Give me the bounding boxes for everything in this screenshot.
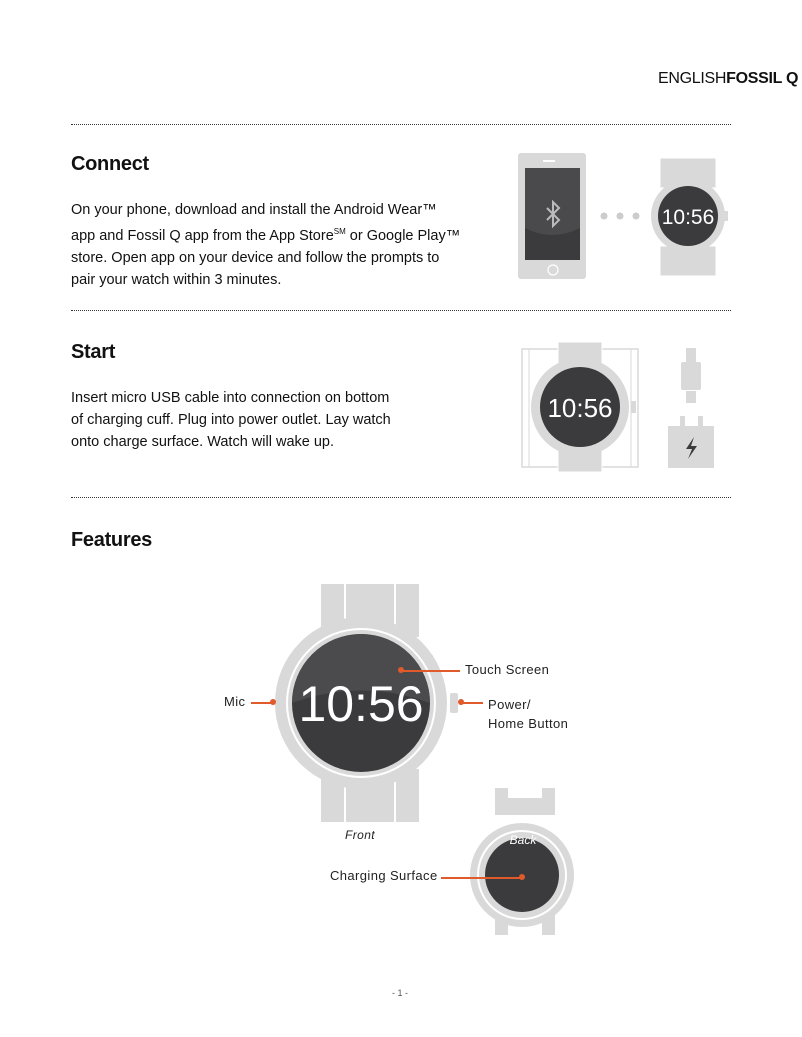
page-header (658, 70, 798, 88)
connect-text: On your phone, download and install the Android Wear™ app and Fossil Q app from the App Store℠ or Google Play™ store. Open app on your device and follow the prompts to pair your watch within 3 minutes. (71, 202, 461, 288)
start-text: Insert micro USB cable into connection on bottom of charging cuff. Plug into power outlet. Lay watch onto charge surface. Watch will wake up. (71, 390, 391, 450)
section-title-start: Start (71, 341, 116, 363)
page-number: - 1 - (392, 988, 409, 998)
mic-label: Mic (224, 694, 246, 709)
section-title-connect: Connect (71, 153, 149, 175)
brand-label: FOSSIL Q (726, 70, 799, 87)
power-home-label: Power/ Home Button (488, 697, 569, 731)
watch-time: 10:56 (298, 676, 424, 732)
leader-dot (270, 699, 276, 705)
watch-time: 10:56 (661, 206, 715, 229)
power-leader (461, 702, 483, 704)
phone-watch-pairing-illustration (515, 150, 735, 282)
back-label: Back (509, 833, 537, 847)
front-label: Front (345, 828, 376, 842)
language-label: ENGLISH (658, 70, 727, 87)
divider (71, 497, 731, 498)
leader-dot (519, 874, 525, 880)
divider (71, 310, 731, 311)
divider (71, 124, 731, 125)
charging-illustration (518, 342, 733, 472)
charging-leader (441, 877, 521, 879)
touch-screen-leader (401, 670, 460, 672)
watch-front-illustration (270, 583, 470, 823)
svg-text:10:56: 10:56 (547, 393, 613, 423)
section-title-features: Features (71, 529, 152, 551)
leader-dot (398, 667, 404, 673)
touch-screen-label: Touch Screen (465, 662, 550, 677)
watch-back-illustration (470, 780, 580, 935)
charging-surface-label: Charging Surface (330, 868, 438, 883)
